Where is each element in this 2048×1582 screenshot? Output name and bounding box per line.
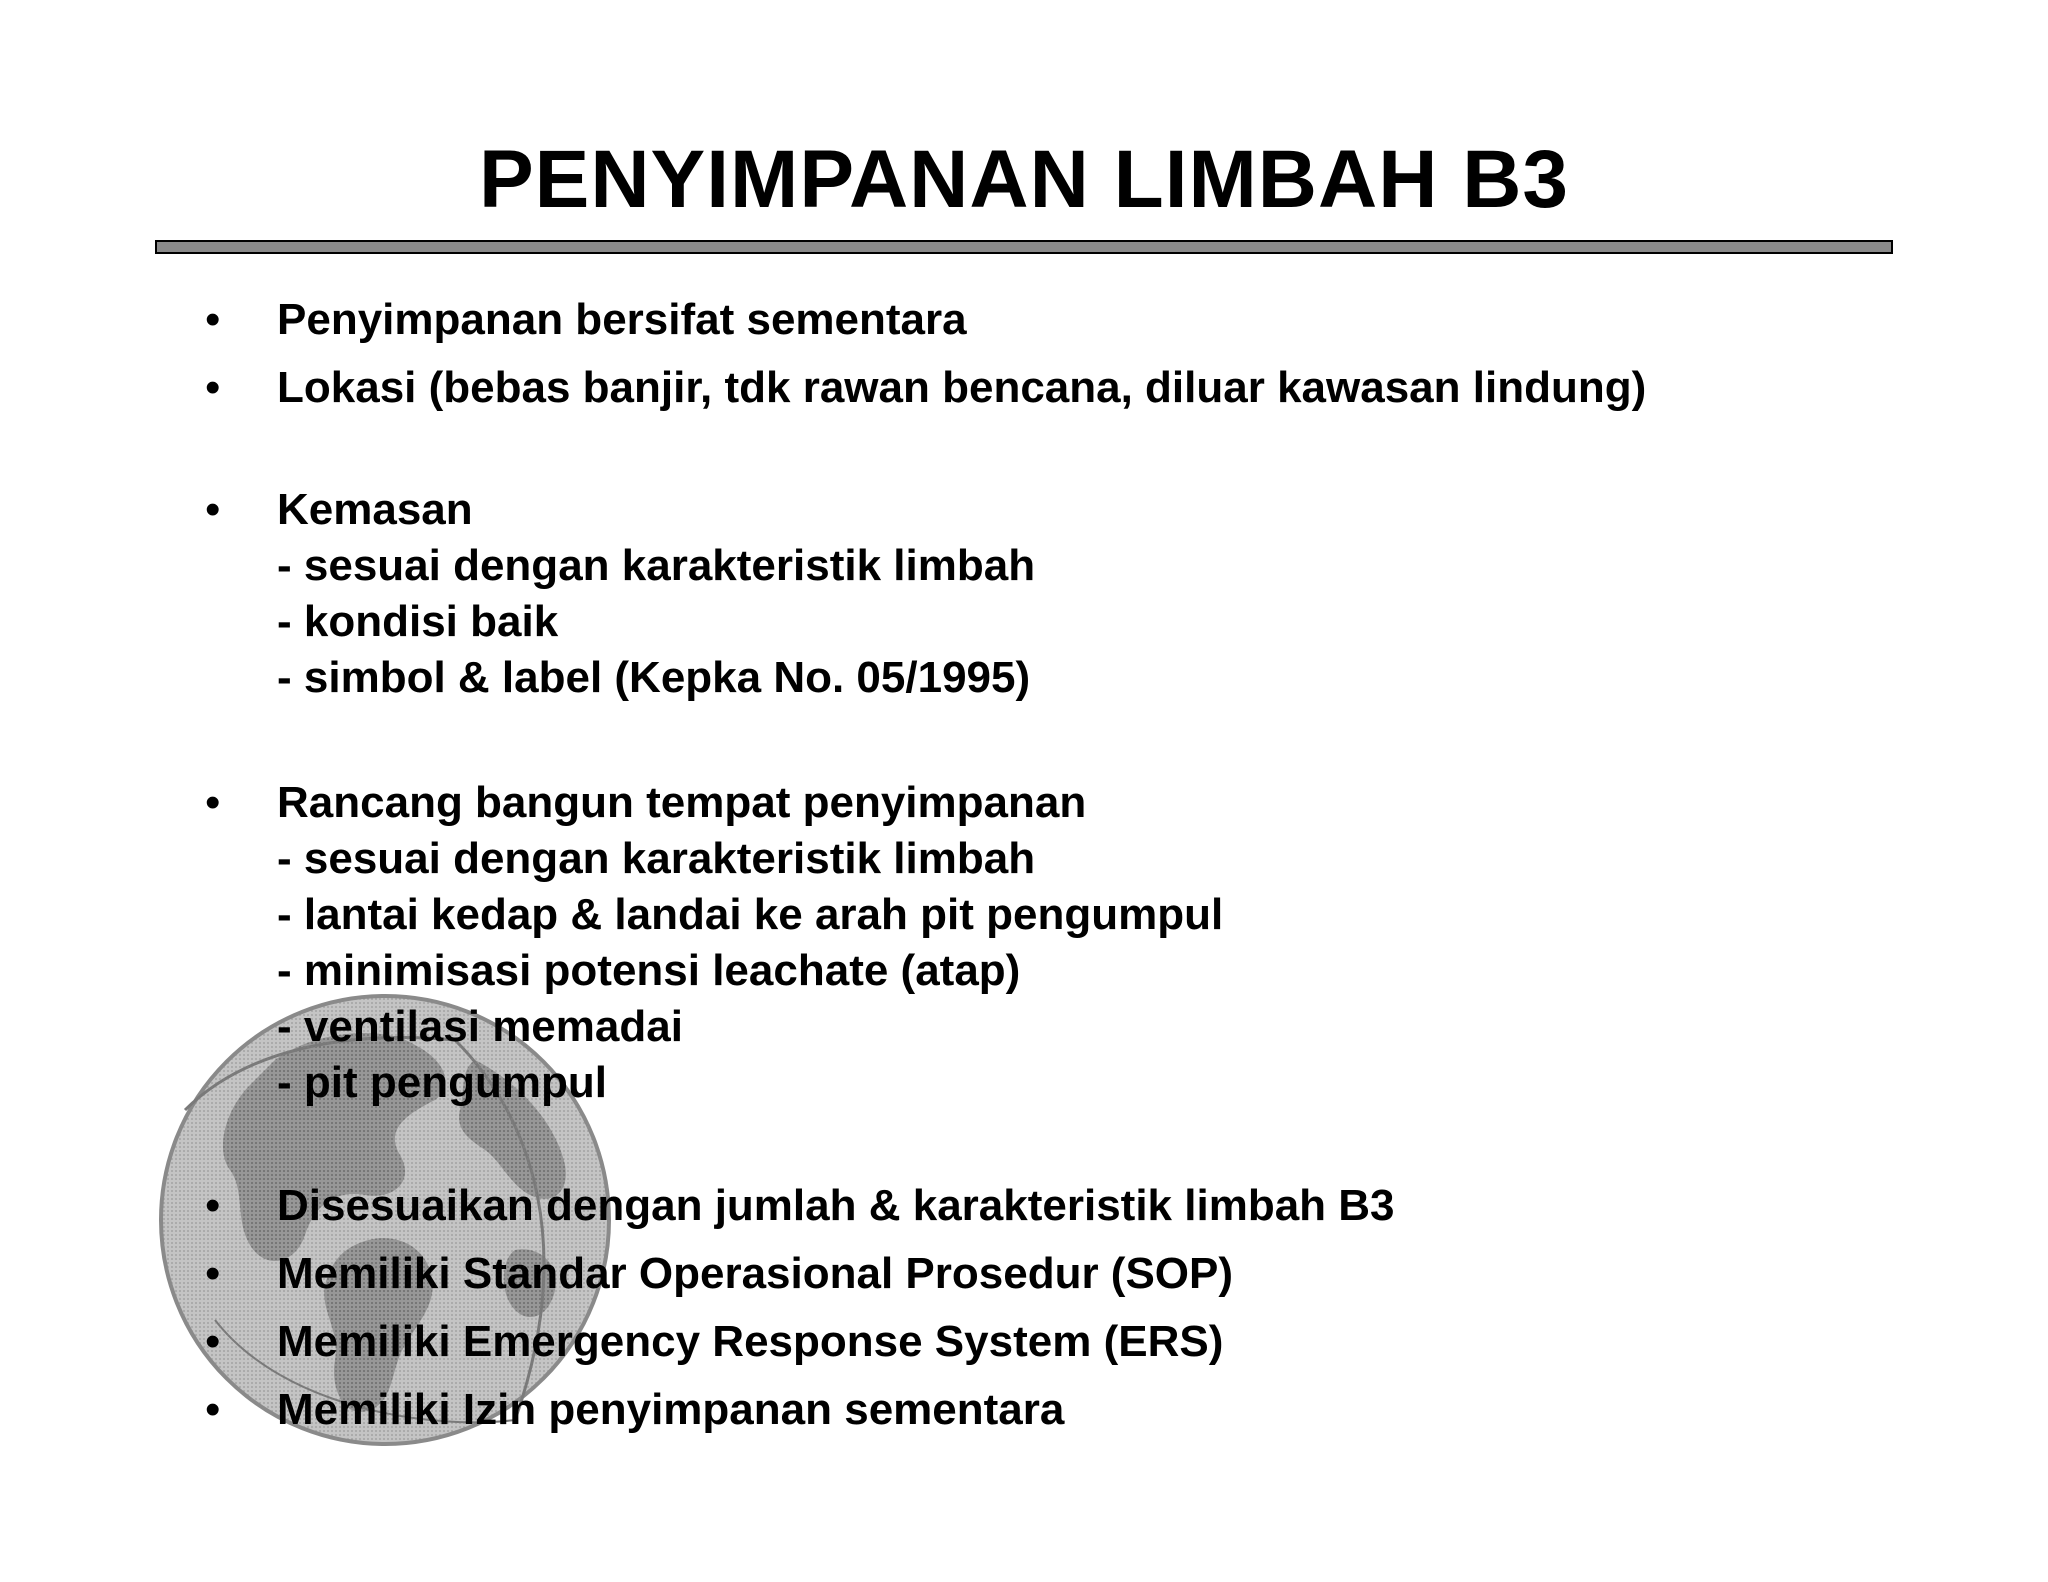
- list-item-text: Memiliki Izin penyimpanan sementara: [277, 1385, 1065, 1434]
- bullet-marker: •: [205, 1385, 221, 1434]
- list-item-text: Penyimpanan bersifat sementara: [277, 295, 967, 344]
- sub-item: - ventilasi memadai: [277, 1002, 683, 1051]
- bullet-marker: •: [205, 1317, 221, 1366]
- list-item-text: Kemasan: [277, 485, 473, 534]
- list-item-group: [277, 775, 1223, 1111]
- list-item-text: Disesuaikan dengan jumlah & karakteristik limbah B3: [277, 1181, 1395, 1230]
- list-item-text: Memiliki Standar Operasional Prosedur (SOP): [277, 1249, 1234, 1298]
- bullet-marker: •: [205, 485, 221, 534]
- sub-item: - pit pengumpul: [277, 1058, 607, 1107]
- sub-item: - sesuai dengan karakteristik limbah: [277, 541, 1036, 590]
- bullet-marker: •: [205, 778, 221, 827]
- bullet-marker: •: [205, 363, 221, 412]
- sub-item: - kondisi baik: [277, 597, 559, 646]
- list-item-text: Rancang bangun tempat penyimpanan: [277, 778, 1087, 827]
- list-item-group: [277, 482, 1035, 706]
- bullet-marker: •: [205, 1249, 221, 1298]
- list-item-text: Lokasi (bebas banjir, tdk rawan bencana, diluar kawasan lindung): [277, 363, 1647, 412]
- list-item-text: Memiliki Emergency Response System (ERS): [277, 1317, 1224, 1366]
- sub-item: - lantai kedap & landai ke arah pit pengumpul: [277, 890, 1224, 939]
- sub-item: - minimisasi potensi leachate (atap): [277, 946, 1021, 995]
- sub-item: - sesuai dengan karakteristik limbah: [277, 834, 1036, 883]
- bullet-marker: •: [205, 295, 221, 344]
- sub-item: - simbol & label (Kepka No. 05/1995): [277, 653, 1031, 702]
- bullet-marker: •: [205, 1181, 221, 1230]
- slide-title: PENYIMPANAN LIMBAH B3: [478, 134, 1570, 225]
